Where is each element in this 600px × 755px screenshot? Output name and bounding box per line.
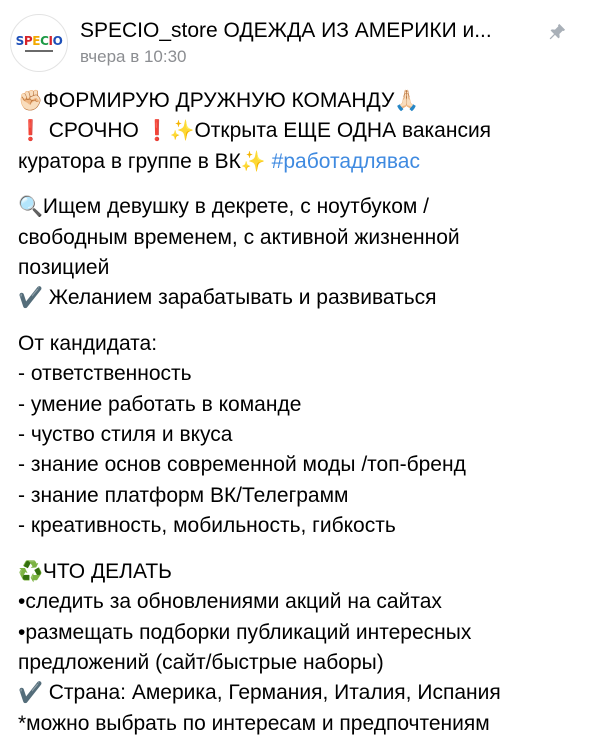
post-text: - чуство стиля и вкуса [18, 423, 233, 447]
sparkles-icon: ✨ [240, 148, 266, 173]
exclamation-icon: ❗ [18, 118, 43, 143]
post-header [0, 0, 600, 76]
post-paragraph [18, 557, 594, 739]
post-text: ФОРМИРУЮ ДРУЖНУЮ КОМАНДУ [42, 89, 395, 112]
post-line [18, 147, 594, 177]
post-text: СРОЧНО [42, 119, 145, 143]
post-line [18, 192, 594, 222]
post-line [18, 420, 594, 450]
raised-fist-icon: ✊🏻 [18, 88, 43, 112]
post-text: От кандидата: [18, 331, 158, 355]
avatar[interactable] [10, 14, 68, 72]
post-line [18, 481, 594, 511]
magnifier-icon: 🔍 [18, 194, 43, 219]
post-text: ЧТО ДЕЛАТЬ [42, 559, 172, 583]
hashtag-link[interactable]: #работадлявас [265, 149, 420, 173]
post-text: позицией [18, 256, 110, 280]
praying-hands-icon: 🙏🏻 [394, 88, 420, 112]
post-paragraph [18, 192, 594, 314]
avatar-logo-text: SPECIO [15, 34, 63, 48]
exclamation-icon: ❗ [144, 118, 170, 143]
post-text: Ищем девушку в декрете, с ноутбуком / [42, 195, 429, 219]
sparkles-icon: ✨ [169, 118, 195, 143]
post-line [18, 390, 594, 420]
post-text: Открыта ЕЩЕ ОДНА вакансия [194, 119, 492, 143]
post-line [18, 709, 594, 739]
post-text: - знание основ современной моды /топ-бренд [18, 453, 466, 477]
post-timestamp[interactable]: вчера в 10:30 [80, 47, 187, 66]
post-line [18, 511, 594, 541]
post-text: - знание платформ ВК/Телеграмм [18, 483, 349, 507]
post-line [18, 648, 594, 678]
pin-icon[interactable] [546, 21, 568, 43]
post-line [18, 116, 594, 146]
author-name[interactable]: SPECIO_store ОДЕЖДА ИЗ АМЕРИКИ и... [80, 19, 492, 42]
post-body [18, 86, 594, 754]
post-line [18, 86, 594, 116]
post-text: свободным временем, с активной жизненной [18, 225, 460, 249]
post-text: - умение работать в команде [18, 392, 302, 416]
post-line [18, 587, 594, 617]
post-text: - креативность, мобильность, гибкость [18, 514, 396, 538]
post-line [18, 618, 594, 648]
post-line [18, 678, 594, 708]
post-line [18, 359, 594, 389]
checkmark-icon: ✔️ [18, 285, 43, 310]
post-line [18, 253, 594, 283]
post-paragraph [18, 329, 594, 542]
post-line [18, 223, 594, 253]
checkmark-icon: ✔️ [18, 680, 43, 705]
recycle-icon: ♻️ [18, 558, 43, 583]
post-text: куратора в группе в ВК [18, 149, 241, 173]
post-text: •следить за обновлениями акций на сайтах [18, 590, 442, 614]
avatar-logo-underline [25, 50, 53, 52]
post-line [18, 450, 594, 480]
post-line [18, 329, 594, 359]
post-text: •размещать подборки публикаций интересных [18, 620, 472, 644]
post-text: Желанием зарабатывать и развиваться [42, 286, 437, 310]
post-text: Страна: Америка, Германия, Италия, Испания [42, 681, 501, 705]
post-text: *можно выбрать по интересам и предпочтениям [18, 711, 490, 735]
post-text: предложений (сайт/быстрые наборы) [18, 650, 384, 674]
post-paragraph [18, 86, 594, 177]
post-line [18, 283, 594, 313]
post-text: - ответственность [18, 362, 192, 386]
post-line [18, 557, 594, 587]
